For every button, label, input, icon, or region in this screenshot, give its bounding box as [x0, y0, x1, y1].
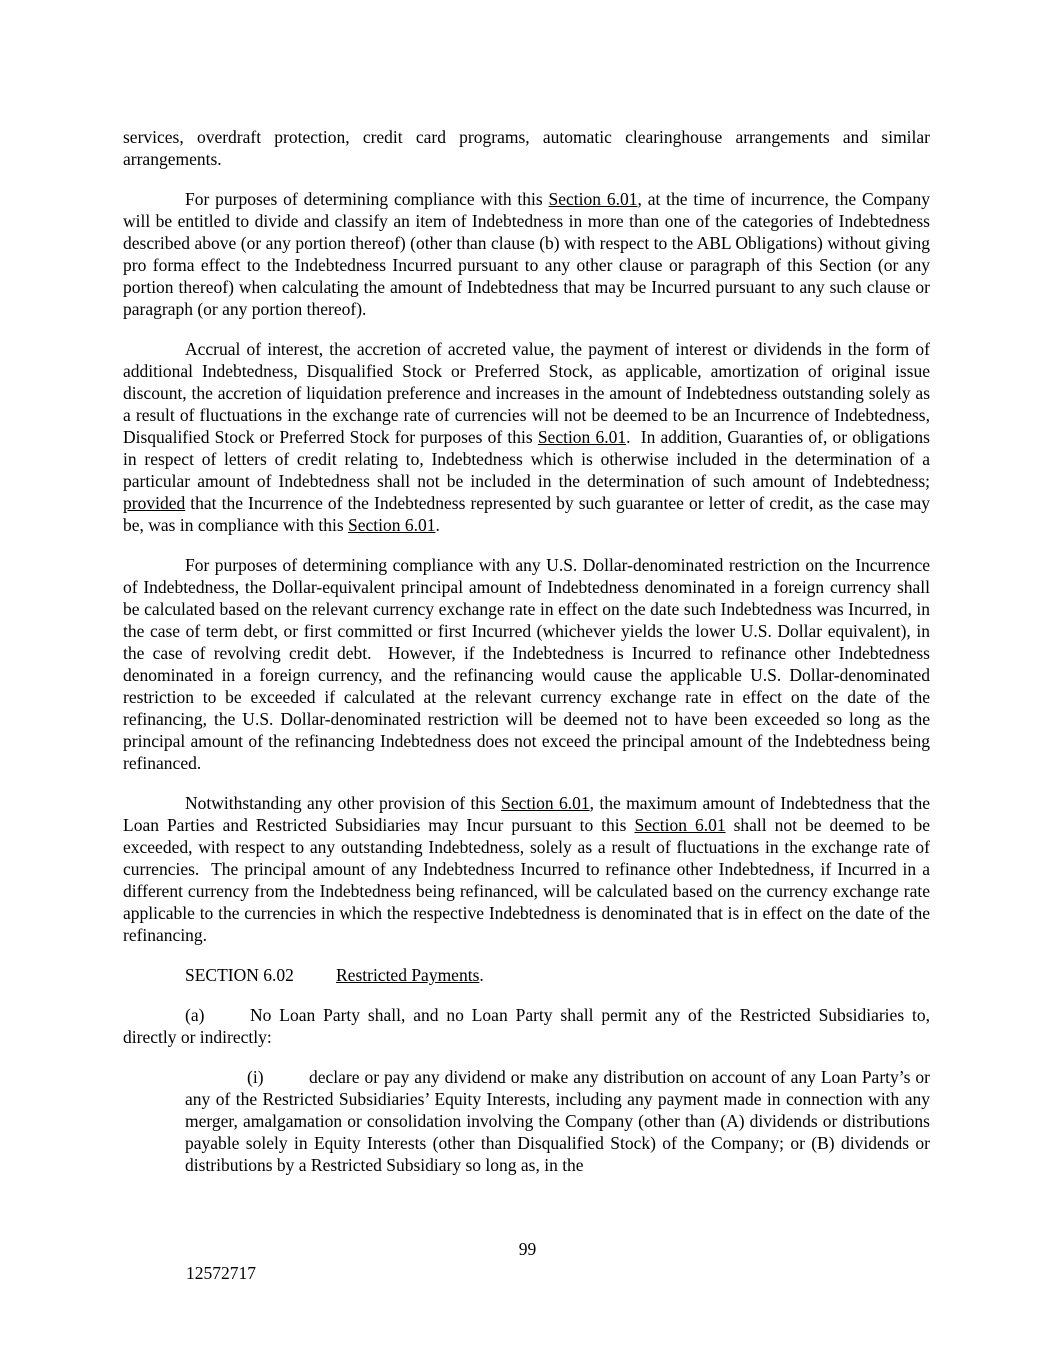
page-number: 99 — [518, 1239, 537, 1259]
text-run: . — [435, 515, 440, 535]
text-run: . — [479, 965, 484, 985]
underlined-reference: Section 6.01 — [634, 815, 726, 835]
text-run: declare or pay any dividend or make any distribution on account of any Loan Party’s or any of the Restricted Subsidiaries’ Equity Interests, including any payment made in connection with any merger, amalgamation or consolidation involving the Company (other than (A) dividends or distributions payable solely in Equity Interests (other than Disqualified Stock) of the Company; or (B) dividends or distributions by a Restricted Subsidiary so long as, in the — [185, 1067, 930, 1175]
underlined-reference: Section 6.01 — [348, 515, 436, 535]
text-run: , at the time of incurrence, the Company will be entitled to divide and classify an item of Indebtedness in more than one of the categories of Indebtedness described above (or any portion thereof) (other than clause (b) with respect to the ABL Obligations) without giving pro forma effect to the Indebtedness Incurred pursuant to any other clause or paragraph of this Section (or any portion thereof) when calculating the amount of Indebtedness that may be Incurred pursuant to any such clause or paragraph (or any portion thereof). — [123, 189, 930, 319]
text-run: . In addition, Guaranties of, or obligations in respect of letters of credit relating to, Indebtedness which is otherwise included in the determination of a particular amount of Indebtedness shall not be included in the determination of such amount of Indebtedness; — [123, 427, 930, 491]
section-heading — [123, 964, 930, 986]
paragraph-label: SECTION 6.02 — [185, 965, 294, 985]
underlined-reference: Section 6.01 — [548, 189, 638, 209]
text-run: shall not be deemed to be exceeded, with respect to any outstanding Indebtedness, solely as a result of fluctuations in the exchange rate of currencies. The principal amount of any Indebtedness Incurred to refinance other Indebtedness, if Incurred in a different currency from the Indebtedness being refinanced, will be calculated based on the currency exchange rate applicable to the currencies in which the respective Indebtedness is denominated that is in effect on the date of the refinancing. — [123, 815, 930, 945]
paragraph — [123, 792, 930, 946]
text-run: , the maximum amount of Indebtedness that the Loan Parties and Restricted Subsidiaries may Incur pursuant to this — [123, 793, 930, 835]
text-run: Notwithstanding any other provision of this — [185, 793, 502, 813]
paragraph — [185, 1066, 930, 1176]
paragraph — [123, 338, 930, 536]
paragraph — [123, 554, 930, 774]
paragraph — [123, 188, 930, 320]
underlined-reference: Restricted Payments — [336, 965, 480, 985]
text-run: No Loan Party shall, and no Loan Party shall permit any of the Restricted Subsidiaries to, directly or indirectly: — [123, 1005, 930, 1047]
text-run: Accrual of interest, the accretion of accreted value, the payment of interest or dividends in the form of additional Indebtedness, Disqualified Stock or Preferred Stock, as applicable, amortization of original issue discount, the accretion of liquidation preference and increases in the amount of Indebtedness outstanding solely as a result of fluctuations in the exchange rate of currencies will not be deemed to be an Incurrence of Indebtedness, Disqualified Stock or Preferred Stock for purposes of this — [123, 339, 930, 447]
document-body — [123, 126, 930, 1194]
text-run: that the Incurrence of the Indebtedness represented by such guarantee or letter of credit, as the case may be, was in compliance with this — [123, 493, 930, 535]
underlined-reference: provided — [123, 493, 186, 513]
text-run: services, overdraft protection, credit card programs, automatic clearinghouse arrangements and similar arrangements. — [123, 127, 930, 169]
underlined-reference: Section 6.01 — [501, 793, 590, 813]
paragraph — [123, 1004, 930, 1048]
paragraph — [123, 126, 930, 170]
paragraph-label: (a) — [185, 1005, 205, 1025]
text-run: For purposes of determining compliance with this — [185, 189, 549, 209]
paragraph-label: (i) — [247, 1067, 264, 1087]
text-run: For purposes of determining compliance with any U.S. Dollar-denominated restriction on the Incurrence of Indebtedness, the Dollar-equivalent principal amount of Indebtedness denominated in a foreign currency shall be calculated based on the relevant currency exchange rate in effect on the date such Indebtedness was Incurred, in the case of term debt, or first committed or first Incurred (whichever yields the lower U.S. Dollar equivalent), in the case of revolving credit debt. However, if the Indebtedness is Incurred to refinance other Indebtedness denominated in a foreign currency, and the refinancing would cause the applicable U.S. Dollar-denominated restriction to be exceeded if calculated at the relevant currency exchange rate in effect on the date of the refinancing, the U.S. Dollar-denominated restriction will be deemed not to have been exceeded so long as the principal amount of the refinancing Indebtedness does not exceed the principal amount of the Indebtedness being refinanced. — [123, 555, 930, 773]
underlined-reference: Section 6.01 — [537, 427, 627, 447]
document-paragraphs — [123, 126, 930, 1176]
document-id: 12572717 — [186, 1263, 256, 1283]
